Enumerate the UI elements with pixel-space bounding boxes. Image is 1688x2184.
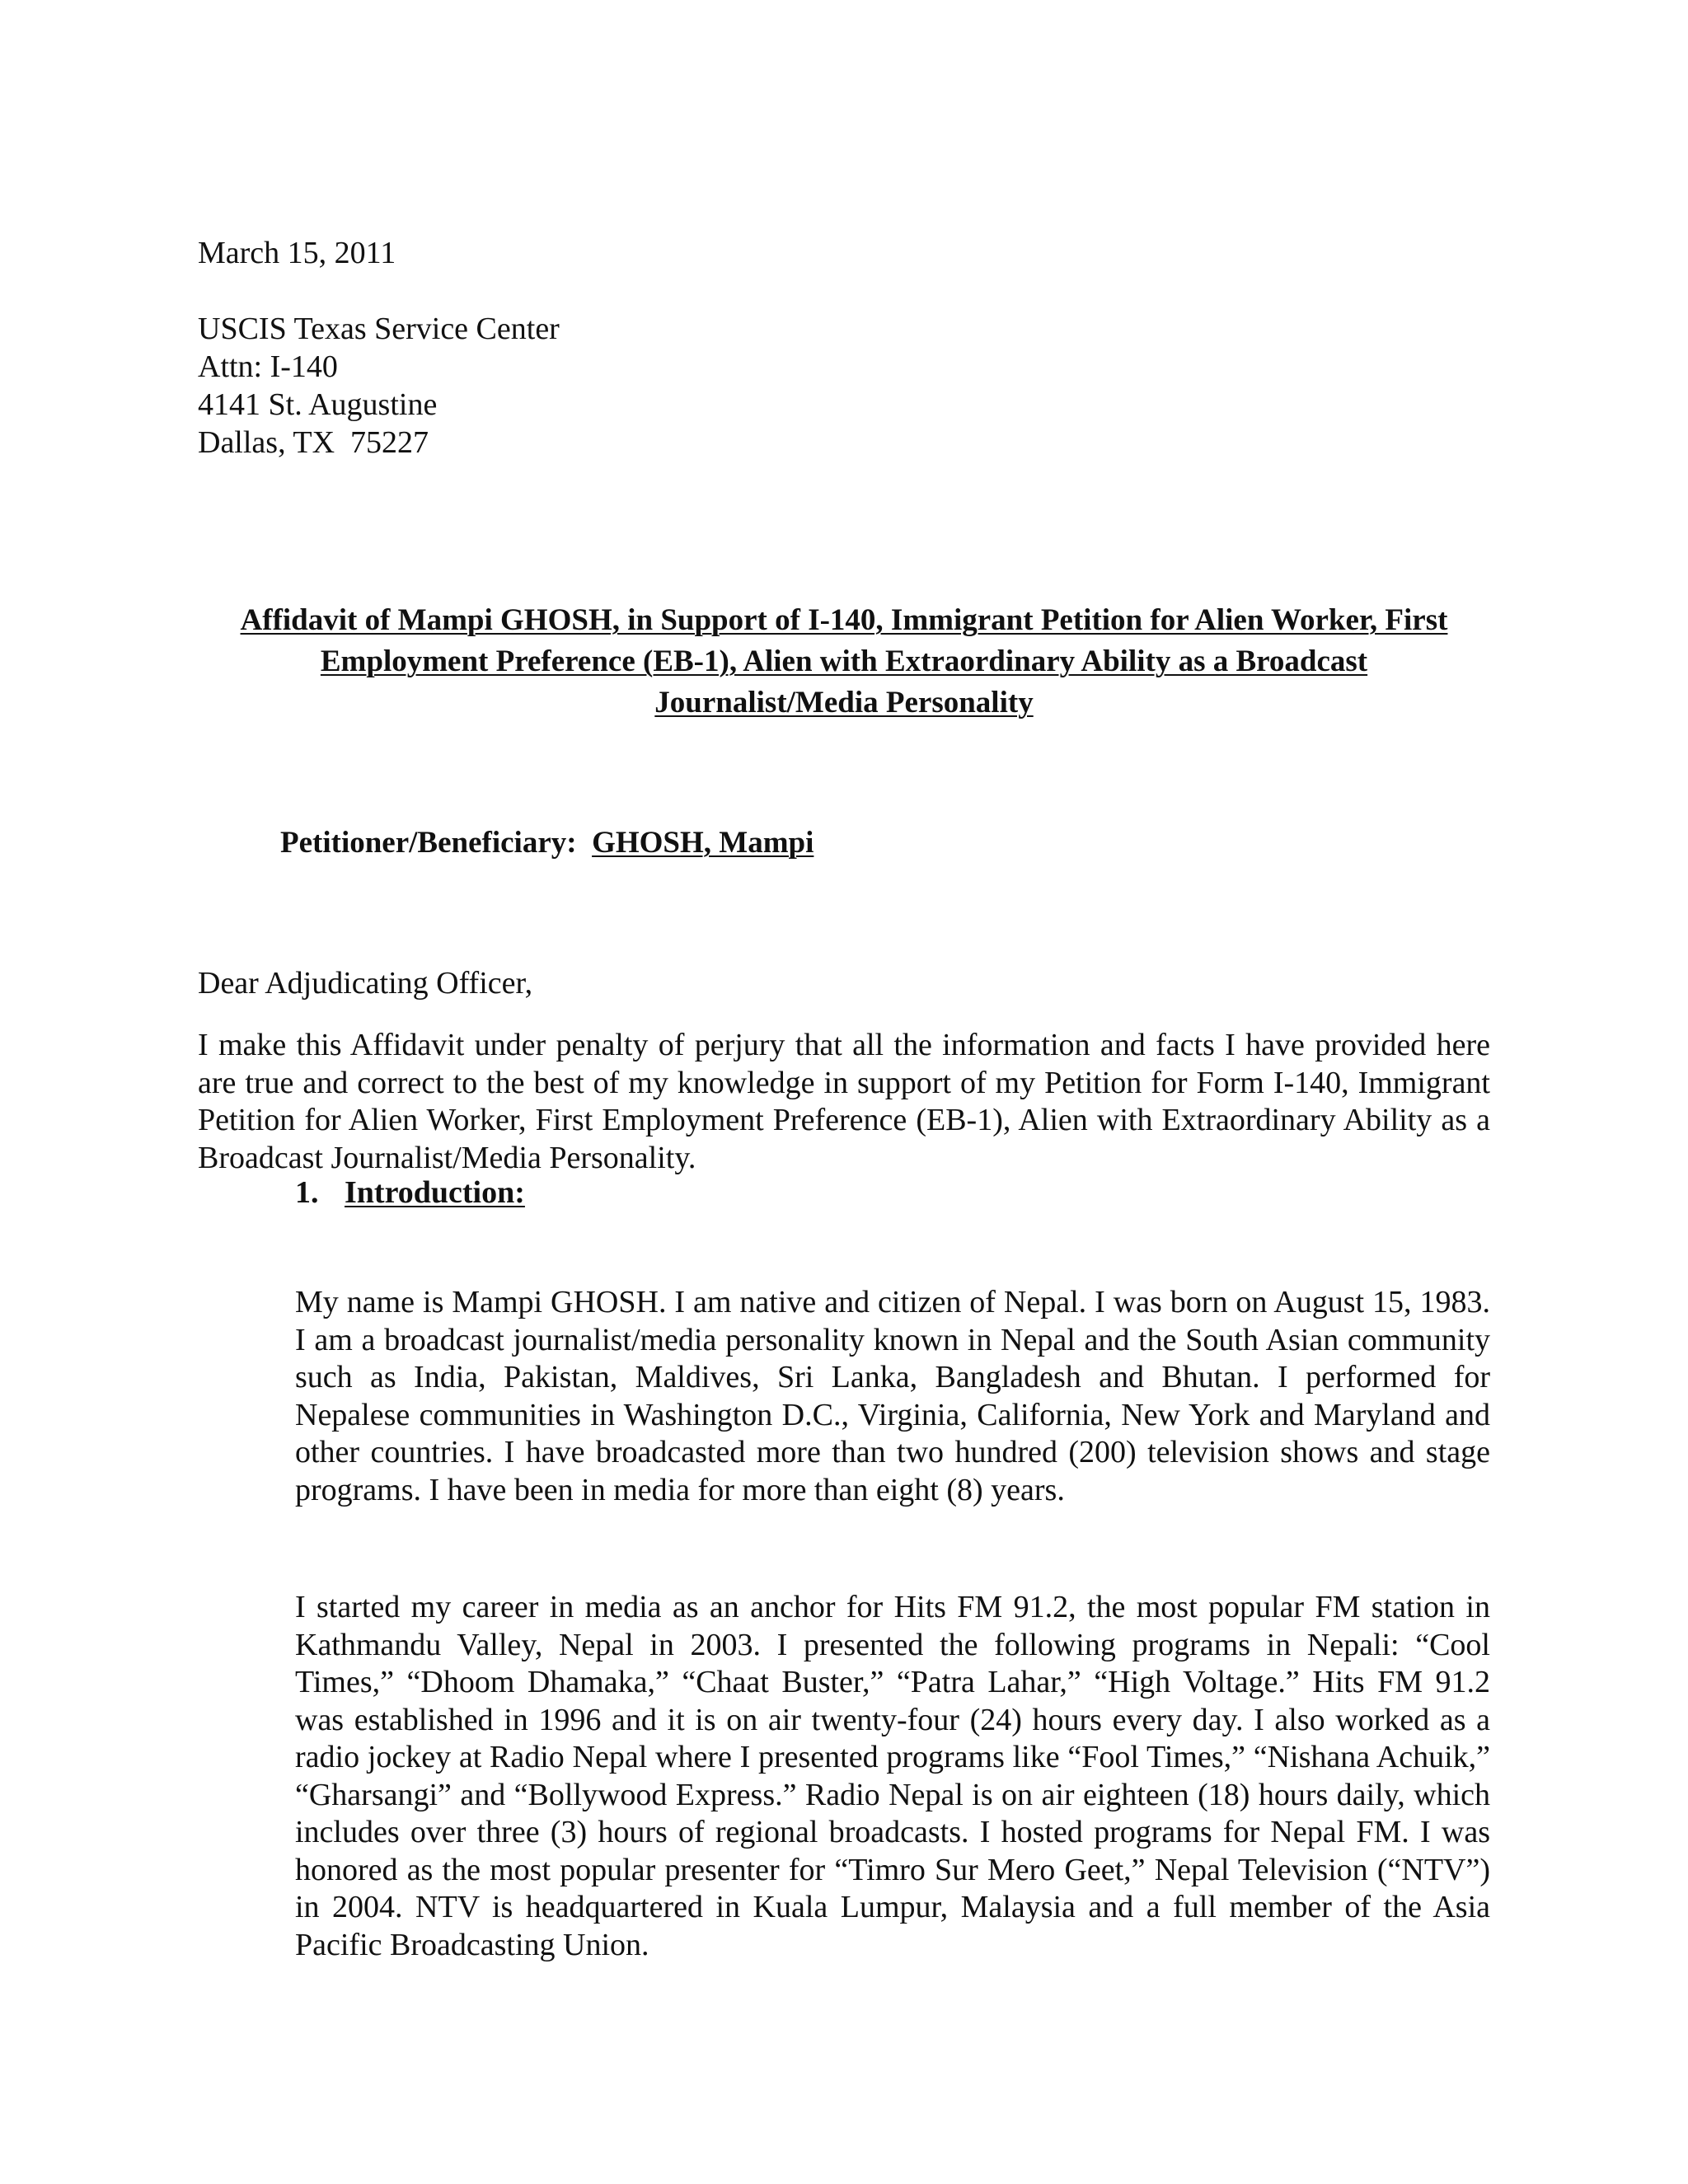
affidavit-title bbox=[206, 600, 1482, 724]
body-paragraph: My name is Mampi GHOSH. I am native and citizen of Nepal. I was born on August 15, 1983. I am a broadcast journalist/media personality known in Nepal and the South Asian community such as India, Pakistan, Maldives, Sri Lanka, Bangladesh and Bhutan. I performed for Nepalese communities in Washington D.C., Virginia, California, New York and Maryland and other countries. I have broadcasted more than two hundred (200) television shows and stage programs. I have been in media for more than eight (8) years. bbox=[295, 1285, 1490, 1507]
address-line: Attn: I-140 bbox=[198, 349, 338, 384]
body-paragraph: I make this Affidavit under penalty of perjury that all the information and facts I have provided here are true and correct to the best of my knowledge in support of my Petition for Form I-140, Immigrant Petition for Alien Worker, First Employment Preference (EB-1), Alien with Extraordinary Ability as a Broadcast Journalist/Media Personality. bbox=[198, 1028, 1490, 1175]
section-number: 1. bbox=[295, 1175, 319, 1210]
salutation: Dear Adjudicating Officer, bbox=[198, 966, 533, 1001]
address-line: USCIS Texas Service Center bbox=[198, 312, 560, 346]
recipient-address bbox=[198, 310, 560, 462]
petitioner-name: GHOSH, Mampi bbox=[592, 826, 814, 860]
affidavit-title-text: Affidavit of Mampi GHOSH, in Support of I-140, Immigrant Petition for Alien Worker, First Employment Preference (EB-1), Alien with Extraordinary Ability as a Broadcast Journalist/Media Personality bbox=[240, 603, 1448, 719]
section-title: Introduction: bbox=[345, 1175, 525, 1210]
petitioner-label: Petitioner/Beneficiary: bbox=[280, 826, 577, 860]
letter-date: March 15, 2011 bbox=[198, 236, 396, 270]
body-paragraph: I started my career in media as an anchor for Hits FM 91.2, the most popular FM station in Kathmandu Valley, Nepal in 2003. I presented the following programs in Nepali: “Cool Times,” “Dhoom Dhamaka,” “Chaat Buster,” “Patra Lahar,” “High Voltage.” Hits FM 91.2 was established in 1996 and it is on air twenty-four (24) hours every day. I also worked as a radio jockey at Radio Nepal where I presented programs like “Fool Times,” “Nishana Achuik,” “Gharsangi” and “Bollywood Express.” Radio Nepal is on air eighteen (18) hours daily, which includes over three (3) hours of regional broadcasts. I hosted programs for Nepal FM. I was honored as the most popular presenter for “Timro Sur Mero Geet,” Nepal Television (“NTV”) in 2004. NTV is headquartered in Kuala Lumpur, Malaysia and a full member of the Asia Pacific Broadcasting Union. bbox=[295, 1590, 1490, 1962]
petitioner-line bbox=[280, 824, 814, 862]
address-line: Dallas, TX 75227 bbox=[198, 425, 429, 460]
section-heading bbox=[295, 1174, 525, 1212]
address-line: 4141 St. Augustine bbox=[198, 387, 438, 422]
